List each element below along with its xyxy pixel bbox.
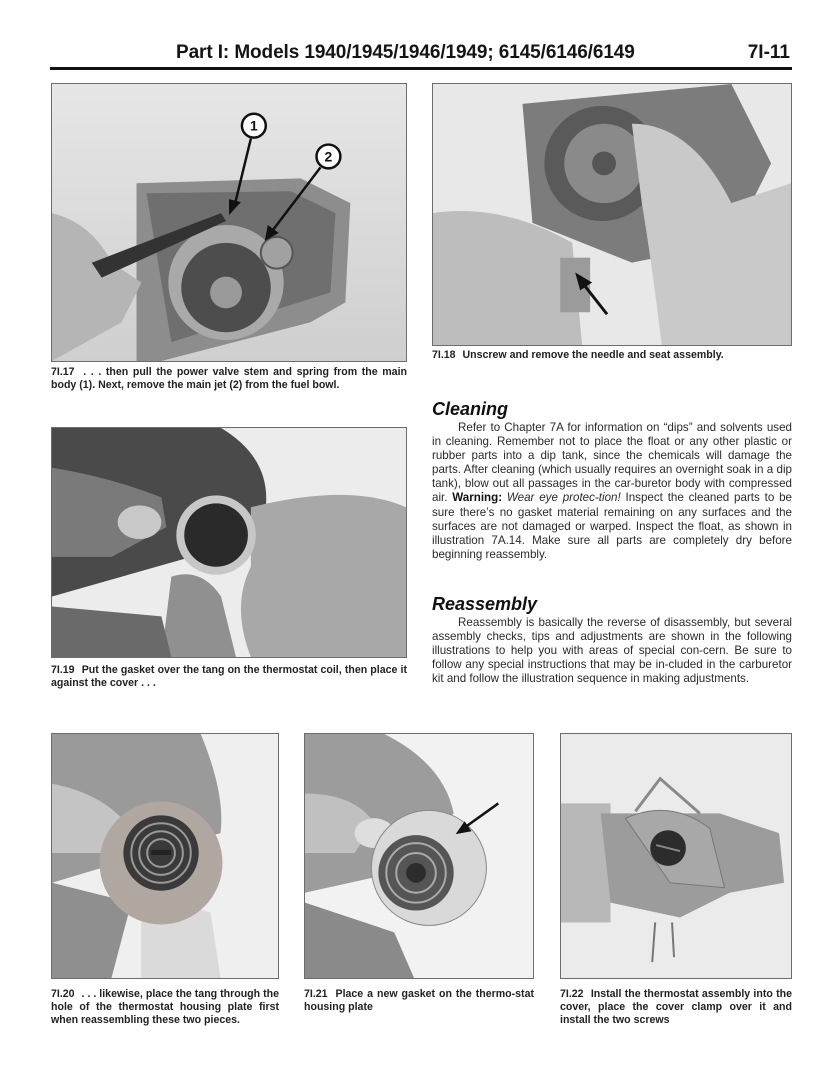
header-title: Part I: Models 1940/1945/1946/1949; 6145/6146/6149 — [176, 42, 635, 63]
section-heading-cleaning: Cleaning — [432, 399, 509, 419]
svg-text:2: 2 — [324, 148, 333, 165]
carburetor-photo-image — [52, 84, 406, 361]
figure-photo-7I-19 — [51, 427, 407, 658]
caption-text: Place a new gasket on the thermo-stat housing plate — [304, 988, 534, 1013]
cleaning-paragraph — [432, 421, 792, 562]
cleaning-text-part1: Refer to Chapter 7A for information on “dips” and solvents used in cleaning. Remember not to place the float or any other plastic or rubber parts into a dip tank, since the chemicals will damage the parts. After cleaning (which usually requires an overnight soak in a dip tank), blow out all passages in the car-buretor body with compressed air. — [432, 421, 792, 505]
caption-text: . . . likewise, place the tang through the hole of the thermostat housing plate first when reassembling these two pieces. — [51, 988, 279, 1026]
caption-text: Put the gasket over the tang on the thermostat coil, then place it against the cover . . . — [51, 664, 407, 689]
figure-photo-7I-18 — [432, 83, 792, 346]
gasket-coil-photo-image — [52, 428, 406, 657]
caption-text: Install the thermostat assembly into the cover, place the cover clamp over it and install the two screws — [560, 988, 792, 1026]
figure-caption-7I-19 — [51, 664, 407, 690]
figure-caption-7I-17 — [51, 366, 407, 392]
figure-number: 7I.21 — [304, 988, 328, 1000]
warning-label: Warning: — [452, 491, 503, 505]
figure-caption-7I-18 — [432, 349, 792, 362]
figure-number: 7I.19 — [51, 664, 75, 676]
figure-number: 7I.20 — [51, 988, 75, 1000]
figure-number: 7I.17 — [51, 366, 75, 378]
thermostat-assembly-photo-image — [561, 734, 791, 978]
caption-text: . . . then pull the power valve stem and spring from the main body (1). Next, remove the main jet (2) from the fuel bowl. — [51, 366, 407, 391]
figure-caption-7I-22 — [560, 988, 792, 1027]
page-number: 7I-11 — [747, 42, 790, 63]
figure-photo-7I-17 — [51, 83, 407, 362]
warning-text: Wear eye protec-tion! — [502, 491, 621, 505]
figure-number: 7I.18 — [432, 349, 456, 361]
figure-caption-7I-20 — [51, 988, 279, 1027]
figure-photo-7I-20 — [51, 733, 279, 979]
figure-caption-7I-21 — [304, 988, 534, 1014]
svg-text:1: 1 — [249, 117, 258, 134]
section-heading-reassembly: Reassembly — [432, 594, 538, 614]
figure-photo-7I-21 — [304, 733, 534, 979]
needle-seat-photo-image — [433, 84, 791, 345]
header-rule — [50, 67, 792, 70]
cleaning-text-part2: Inspect the cleaned parts to be sure there’s no gasket material remaining on any surfaces and the surfaces are not damaged or warped. Inspect the float, as shown in illustration 7A.14. Make sure all parts are completely dry before beginning reassembly. — [432, 491, 793, 561]
reassembly-paragraph: Reassembly is basically the reverse of disassembly, but several assembly checks, tips and adjustments are shown in the following illustrations to help you with areas of special con-cern. Be sure to follow any special instructions that may be in-cluded in the carburetor kit and follow the illustration sequence in making adjustments. — [432, 616, 792, 686]
running-header — [50, 40, 792, 68]
figure-photo-7I-22 — [560, 733, 792, 979]
caption-text: Unscrew and remove the needle and seat assembly. — [462, 349, 724, 361]
thermostat-housing-photo-image — [52, 734, 278, 978]
new-gasket-photo-image — [305, 734, 533, 978]
figure-number: 7I.22 — [560, 988, 584, 1000]
